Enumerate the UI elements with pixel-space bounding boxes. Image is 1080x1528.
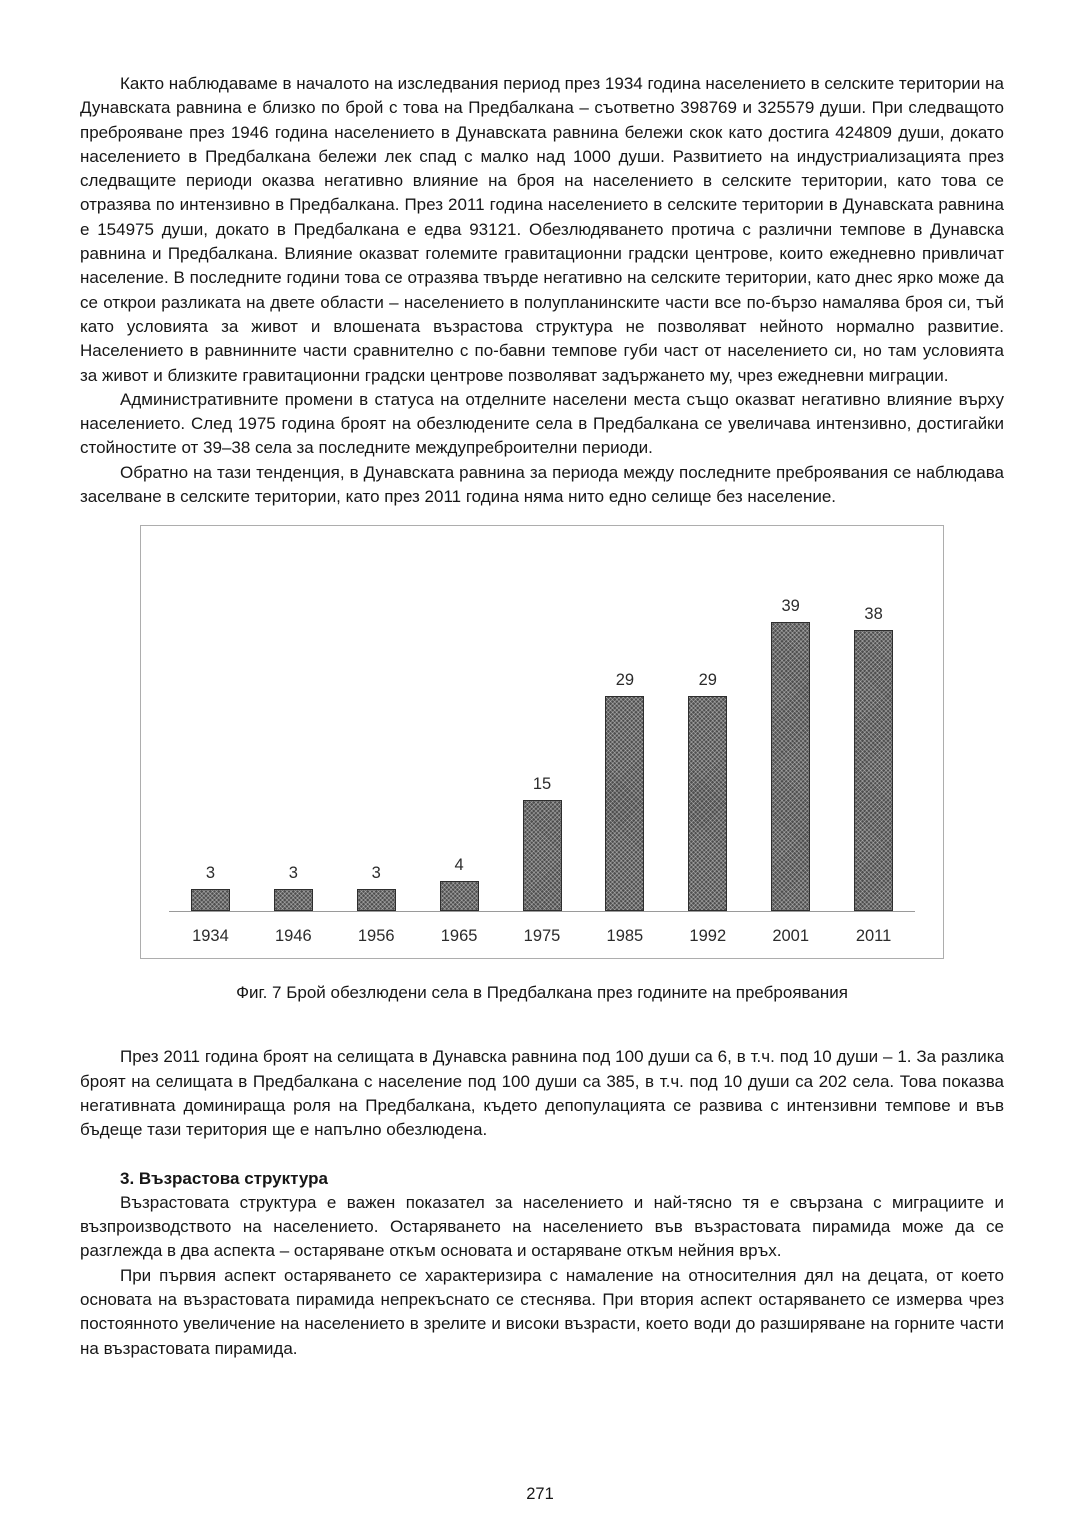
bar-column [335,554,418,911]
x-axis-label: 2011 [855,927,892,946]
bar-value-label: 39 [781,597,800,616]
bar-value-label: 29 [698,671,717,690]
bar [274,889,313,911]
bar-value-label: 3 [371,864,381,883]
bar-value-label: 3 [288,864,298,883]
x-axis-label: 2001 [772,927,810,946]
bar-column [749,554,832,911]
chart-plot-area [169,554,915,912]
bar [854,630,893,911]
x-axis-label: 1985 [606,927,644,946]
bar-column [501,554,584,911]
x-axis-label: 1975 [523,927,561,946]
bar-column [418,554,501,911]
bar [688,696,727,911]
bar [605,696,644,911]
x-axis-label: 1965 [440,927,478,946]
x-axis-label: 1934 [192,927,229,946]
x-axis-label: 1946 [274,927,312,946]
x-axis-label: 1956 [357,927,395,946]
paragraph-3: Обратно на тази тенденция, в Дунавската равнина за периода между последните преброявания се наблюдава заселване в селските територии, като през 2011 година няма нито едно селище без население. [80,462,1004,507]
bar [523,800,562,911]
page-number: 271 [526,1485,554,1503]
bar [357,889,396,911]
paragraph-4: През 2011 година броят на селищата в Дунавска равнина под 100 души са 6, в т.ч. под 10 души – 1. За разлика броят на селищата в Предбалкана с население под 100 души са 385, в т.ч. под 10 души са 202 села. Това показва негативната доминираща роля на Предбалкана, където депопулацията се развива с интензивни темпове и във бъдеще тази територия ще е напълно обезлюдена. [80,1047,1004,1140]
figure-7-chart [140,525,944,959]
bar-value-label: 15 [532,775,552,794]
bar-column [583,554,666,911]
bar-column [169,554,252,911]
bar-value-label: 4 [454,856,464,875]
bar [440,881,479,911]
paragraph-6: При първия аспект остаряването се характеризира с намаление на относителния дял на децата, от което основата на възрастовата пирамида непрекъснато се стеснява. При втория аспект остаряването се измерва чрез постоянното увеличение на населението в зрелите и високи възрасти, което води до разширяване на горните части на възрастовата пирамида. [80,1265,1004,1358]
bar [771,622,810,911]
bar-value-label: 38 [864,605,883,624]
bar-value-label: 29 [615,671,635,690]
paragraph-1: Както наблюдаваме в началото на изследвания период през 1934 година населението в селските територии на Дунавската равнина е близко по брой с това на Предбалкана – съответно 398769 и 325579 души. При следващото преброяване през 1946 година населението в Дунавската равнина бележи скок като достига 424809 души, докато населението в Предбалкана бележи лек спад с малко над 1000 души. Развитието на индустриализацията през следващите периоди оказва негативно влияние на броя на населението в селските територии, като това се отразява по интензивно в Предбалкана. През 2011 година населението в селските територии в Дунавската равнина е 154975 души, докато в Предбалкана е едва 93121. Обезлюдяването протича с различни темпове в Дунавска равнина и Предбалкана. Влияние оказват големите гравитационни градски центрове, които ежедневно привличат население. В последните години това се отразява твърде негативно на селските територии, като днес ярко може да се открои разликата на двете области – населението в полупланинските части все по-бързо намалява броя си, тъй като условията за живот и влошената възрастова структура не позволяват нейното нормално развитие. Населението в равнинните части сравнително с по-бавни темпове губи част от населението си, но там условията за живот и близките гравитационни градски центрове позволяват задържането му, чрез ежедневни миграции. [80,74,1004,385]
bar-column [666,554,749,911]
bar [191,889,230,911]
chart-x-axis [169,927,915,946]
paragraph-2: Административните промени в статуса на отделните населени места също оказват негативно влияние върху населението. След 1975 година броят на обезлюдените села в Предбалкана се увеличава интензивно, достигайки стойностите от 39–38 села за последните междупреброителни периоди. [80,389,1004,458]
bar-column [832,554,915,911]
paragraph-5: Възрастовата структура е важен показател за населението и най-тясно тя е свързана с миграциите и възпроизводството на населението. Остаряването на населението във възрастовата пирамида може да се разглежда в два аспекта – остаряване откъм основата и остаряване откъм нейния връх. [80,1192,1004,1261]
x-axis-label: 1992 [689,927,727,946]
figure-caption: Фиг. 7 Брой обезлюдени села в Предбалкана през годините на преброявания [236,983,848,1003]
bar-column [252,554,335,911]
bar-value-label: 3 [205,864,216,883]
section-heading-age-structure: 3. Възрастова структура [120,1168,328,1188]
